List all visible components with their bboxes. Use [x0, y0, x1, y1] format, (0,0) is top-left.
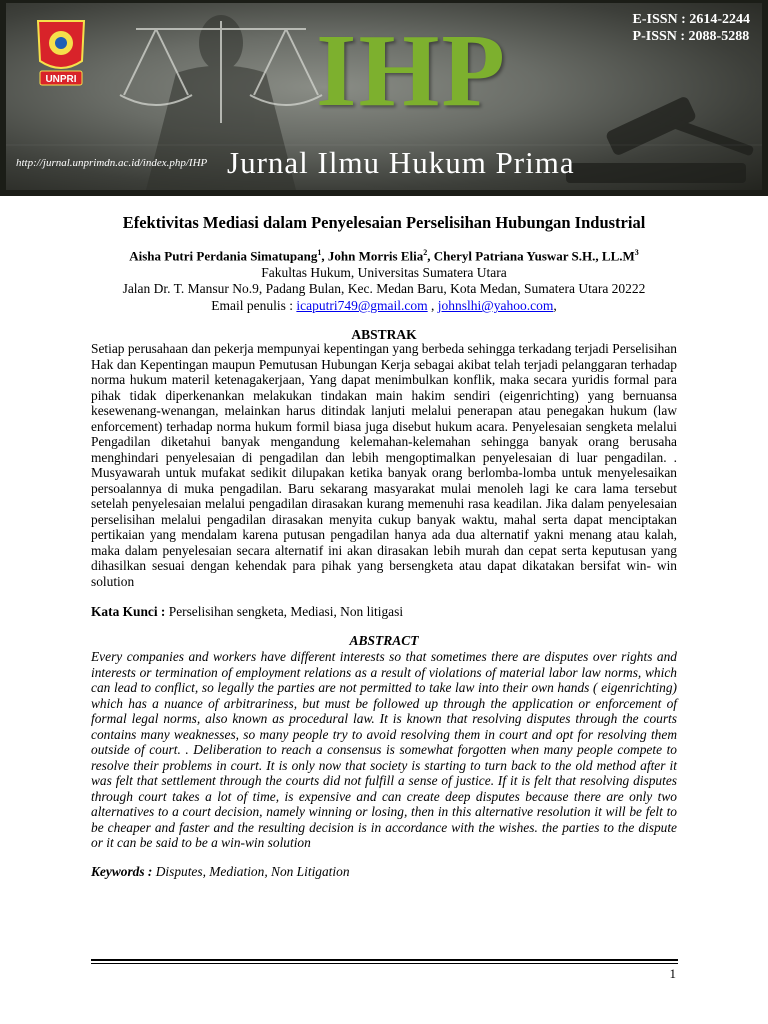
email-label: Email penulis : — [211, 298, 297, 313]
gavel-icon — [566, 95, 754, 183]
journal-acronym: IHP — [316, 13, 507, 128]
author-affiliation-mark: 3 — [634, 248, 639, 257]
journal-name: Jurnal Ilmu Hukum Prima — [227, 145, 575, 180]
paper-title: Efektivitas Mediasi dalam Penyelesaian Perselisihan Hubungan Industrial — [122, 213, 646, 232]
keywords — [91, 864, 350, 880]
email-link-1[interactable]: icaputri749@gmail.com — [296, 298, 428, 313]
journal-url[interactable]: http://jurnal.unprimdn.ac.id/index.php/IHP — [16, 157, 208, 169]
keywords-text: Disputes, Mediation, Non Litigation — [155, 864, 350, 879]
author-list — [0, 248, 768, 264]
email-link-2[interactable]: johnslhi@yahoo.com — [437, 298, 554, 313]
email-separator: , — [427, 298, 438, 313]
page-number: 1 — [669, 966, 676, 981]
footer-rule — [91, 959, 678, 961]
kata-kunci — [91, 604, 403, 620]
abstrak-text: Setiap perusahaan dan pekerja mempunyai kepentingan yang berbeda sehingga terkadang terjadi Perselisihan Hak dan Kepentingan maupun Pemutusan Hubungan Kerja sebagai akibat telah terjadi pelanggaran terhadap norma hukum materil ketenagakerjaan, Yang dapat menimbulkan konflik, maka secara yuridis formal para pihak tidak diperkenankan melakukan tindakan main hakim sendiri (eigenrichting) yang bernuansa kesewenang-wenangan, melainkan harus ditindak lanjuti melalui penerapan atau penegakan hukum (law enforcement) terhadap norma hukum formil biasa juga disebut hukum acara. Penyelesaian sengketa melalui Pengadilan diketahui banyak mengandung kelemahan-kelemahan sehingga banyak orang berusaha menghindari penyelesaian di pengadilan dan lebih mengoptimalkan penyelesaian di luar pengadilan. . Musyawarah untuk mufakat sedikit dilupakan ketika banyak orang berlomba-lomba untuk menyelesaikan persoalannya di muka pengadilan. Baru sekarang masyarakat mulai menoleh lagi ke cara lama tersebut setelah penyelesaian melalui pengadilan dirasakan kurang memenuhi rasa keadilan. Jika dalam penyelesaian perselisihan melalui pengadilan dirasakan menyita cukup banyak waktu, mahal serta dapat menciptakan pertikaian yang mendalam karena putusan pengadilan hanya ada dua alternatif yakni menang atau kalah, maka dalam penyelesaian secara alternatif ini akan dirasakan lebih murah dan cepat serta keputusan yang dihasilkan sesuai dengan kehendak para pihak yang bersengketa atau dapat dikatakan bersifat win- win solution — [91, 341, 677, 589]
svg-text:UNPRI: UNPRI — [45, 74, 77, 85]
author-affiliation-mark: 2 — [423, 248, 428, 257]
kata-kunci-label: Kata Kunci : — [91, 604, 169, 619]
email-line — [0, 298, 768, 314]
email-end: , — [553, 298, 557, 313]
kata-kunci-text: Perselisihan sengketa, Mediasi, Non litigasi — [168, 604, 404, 619]
abstrak-heading: ABSTRAK — [351, 327, 417, 342]
scales-icon — [120, 21, 322, 123]
pissn: P-ISSN : 2088-5288 — [632, 29, 750, 44]
footer-rule-thin — [91, 963, 678, 964]
author-affiliation-mark: 1 — [317, 248, 322, 257]
affiliation: Fakultas Hukum, Universitas Sumatera Utara — [261, 265, 507, 280]
banner-image — [6, 3, 762, 190]
author-separator: , — [321, 248, 328, 264]
author-name: Aisha Putri Perdania Simatupang — [129, 248, 318, 264]
author-separator: , — [427, 248, 434, 264]
issn-info — [633, 11, 750, 45]
abstract-heading: ABSTRACT — [349, 633, 419, 648]
keywords-label: Keywords : — [91, 864, 156, 879]
journal-banner — [0, 0, 768, 196]
unpri-logo — [30, 15, 92, 93]
eissn: E-ISSN : 2614-2244 — [632, 12, 750, 27]
address: Jalan Dr. T. Mansur No.9, Padang Bulan, Kec. Medan Baru, Kota Medan, Sumatera Utara 20222 — [122, 281, 646, 296]
abstract-text: Every companies and workers have different interests so that sometimes there are disputes over rights and interests or termination of employment relations as a result of violations of material labor law norms, which can lead to conflict, so legally the parties are not permitted to take law into their own hands ( eigenrichting) which has a nuance of arbitrariness, but must be followed up through the application or enforcement of formal legal norms, also known as procedural law. It is known that resolving disputes through the courts contains many weaknesses, so many people try to avoid resolving them in court and opt for resolving them outside of court. . Deliberation to reach a consensus is somewhat forgotten when many people compete to resolve their problems in court. It is only now that society is starting to turn back to the old method after it was felt that settlement through the courts did not fulfill a sense of justice. If it is felt that resolving disputes through court takes a lot of time, is expensive and can create deep disputes because there are only two alternatives to a court decision, namely winning or losing, then in this alternative resolution it will be felt to be cheaper and faster and the resulting decision is in accordance with the wishes. the parties to the dispute or it can be said to be a win-win solution — [91, 649, 677, 850]
author-name: John Morris Elia — [327, 248, 424, 264]
author-name: Cheryl Patriana Yuswar S.H., LL.M — [433, 248, 635, 264]
